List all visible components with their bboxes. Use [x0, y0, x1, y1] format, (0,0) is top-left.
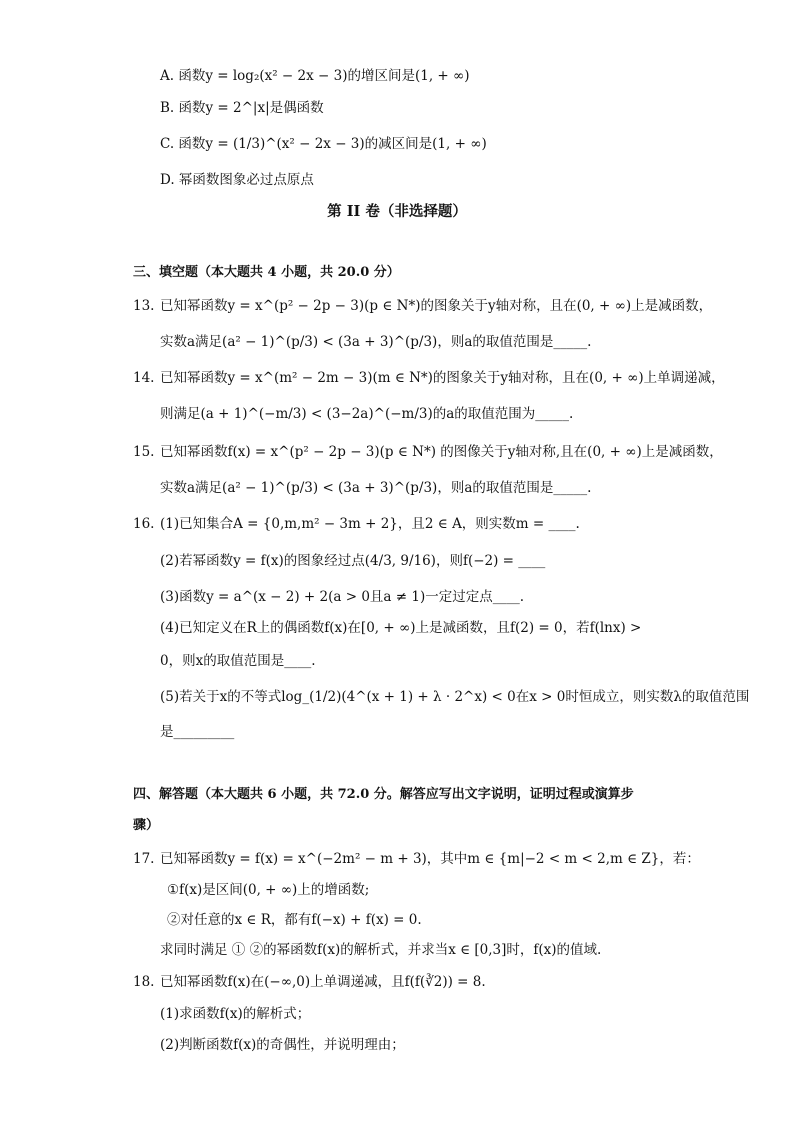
section-3-heading: 三、填空题（本大题共 4 小题，共 20.0 分）: [133, 265, 400, 280]
question-17-line-1: 已知幂函数y = f(x) = x^(−2m² − m + 3)，其中m ∈ {m|−2 < m < 2,m ∈ Z}，若：: [160, 851, 700, 867]
question-number: 14.: [133, 370, 155, 386]
question-17-condition-1: ①f(x)是区间(0, + ∞)上的增函数;: [167, 882, 370, 898]
question-15-line-1: 已知幂函数f(x) = x^(p² − 2p − 3)(p ∈ N*) 的图像关于y轴对称,且在(0, + ∞)上是减函数，: [160, 444, 723, 460]
question-17: [133, 849, 700, 869]
question-13-line-2: 实数a满足(a² − 1)^(p/3) < (3a + 3)^(p/3)，则a的取值范围是_____.: [160, 334, 592, 350]
question-15: [133, 442, 723, 462]
question-18-part-2: (2)判断函数f(x)的奇偶性，并说明理由；: [160, 1037, 405, 1053]
question-18-part-1: (1)求函数f(x)的解析式；: [160, 1006, 311, 1022]
section-4-heading-cont: 骤）: [133, 818, 160, 833]
question-16-part-2: (2)若幂函数y = f(x)的图象经过点(4/3, 9/16)，则f(−2) = ____: [160, 553, 546, 569]
question-16-part-1: (1)已知集合A = {0,m,m² − 3m + 2}，且2 ∈ A，则实数m = ____.: [160, 516, 580, 532]
question-16-part-4a: (4)已知定义在R上的偶函数f(x)在[0, + ∞)上是减函数，且f(2) = 0，若f(lnx) >: [160, 620, 642, 636]
part-title: 第 II 卷（非选择题）: [327, 203, 467, 220]
question-number: 16.: [133, 516, 155, 532]
question-16-part-3: (3)函数y = a^(x − 2) + 2(a > 0且a ≠ 1)一定过定点____.: [160, 589, 525, 605]
question-16-part-5a: (5)若关于x的不等式log_(1/2)(4^(x + 1) + λ · 2^x) < 0在x > 0时恒成立，则实数λ的取值范围: [160, 689, 750, 705]
question-17-condition-2: ②对任意的x ∈ R，都有f(−x) + f(x) = 0.: [167, 912, 422, 928]
question-number: 15.: [133, 444, 155, 460]
question-14-line-2: 则满足(a + 1)^(−m/3) < (3−2a)^(−m/3)的a的取值范围为_____.: [160, 406, 574, 422]
question-number: 13.: [133, 298, 155, 314]
section-4-heading: 四、解答题（本大题共 6 小题，共 72.0 分。解答应写出文字说明，证明过程或演算步: [133, 787, 634, 802]
question-number: 18.: [133, 974, 155, 990]
option-c: C. 函数y = (1/3)^(x² − 2x − 3)的减区间是(1, + ∞): [160, 136, 487, 152]
question-14-line-1: 已知幂函数y = x^(m² − 2m − 3)(m ∈ N*)的图象关于y轴对称，且在(0, + ∞)上单调递减，: [160, 370, 725, 386]
question-18-line-1: 已知幂函数f(x)在(−∞,0)上单调递减，且f(f(∛2)) = 8.: [160, 974, 486, 990]
question-15-line-2: 实数a满足(a² − 1)^(p/3) < (3a + 3)^(p/3)，则a的取值范围是_____.: [160, 480, 592, 496]
question-number: 17.: [133, 851, 155, 867]
question-13-line-1: 已知幂函数y = x^(p² − 2p − 3)(p ∈ N*)的图象关于y轴对称，且在(0, + ∞)上是减函数，: [160, 298, 713, 314]
question-16-part-5b: 是_________: [160, 724, 235, 740]
question-16-part-4b: 0，则x的取值范围是____.: [160, 653, 316, 669]
question-16: [133, 514, 580, 534]
option-b: B. 函数y = 2^|x|是偶函数: [160, 100, 324, 116]
question-18: [133, 972, 486, 992]
question-17-line-4: 求同时满足 ① ②的幂函数f(x)的解析式，并求当x ∈ [0,3]时，f(x)的值域.: [160, 942, 602, 958]
question-13: [133, 296, 712, 316]
option-d: D. 幂函数图象必过点原点: [160, 172, 314, 188]
option-a: A. 函数y = log₂(x² − 2x − 3)的增区间是(1, + ∞): [160, 68, 470, 84]
question-14: [133, 368, 725, 388]
